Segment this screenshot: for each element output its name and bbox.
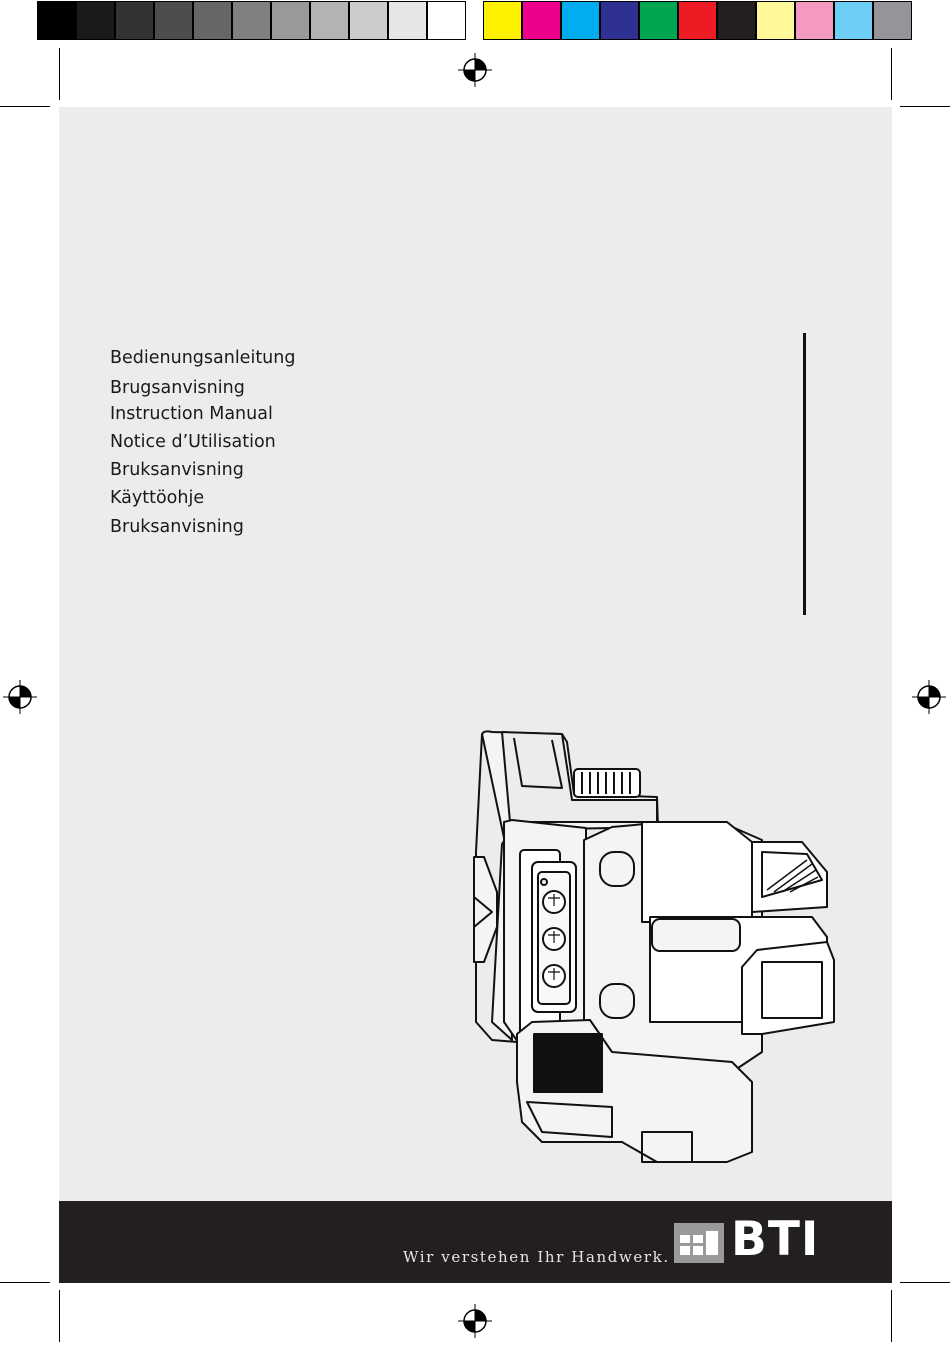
manual-title-da: Brugsanvisning (110, 378, 245, 398)
gray-swatch (232, 1, 271, 40)
footer-slogan: Wir verstehen Ihr Handwerk. (403, 1248, 670, 1266)
color-swatch (522, 1, 561, 40)
manual-title-de: Bedienungsanleitung (110, 348, 296, 368)
manual-title-no: Bruksanvisning (110, 517, 244, 537)
vertical-rule (803, 333, 806, 615)
gray-swatch (154, 1, 193, 40)
registration-mark-icon (3, 680, 37, 714)
gray-swatch (76, 1, 115, 40)
color-swatch (561, 1, 600, 40)
crop-mark-top-left-h (0, 106, 50, 107)
gray-swatch (115, 1, 154, 40)
gray-swatch (271, 1, 310, 40)
registration-mark-icon (912, 680, 946, 714)
crop-mark-bottom-right-v (891, 1290, 892, 1342)
bti-brand-text: BTI (731, 1212, 820, 1267)
crop-mark-top-right-v (891, 48, 892, 100)
bti-logo-icon (674, 1223, 724, 1263)
gray-swatch (37, 1, 76, 40)
crop-mark-bottom-left-v (59, 1290, 60, 1342)
gray-swatch (427, 1, 466, 40)
color-swatch (717, 1, 756, 40)
manual-title-fr: Notice d’Utilisation (110, 432, 276, 452)
crop-mark-top-right-h (900, 106, 950, 107)
registration-mark-icon (458, 1304, 492, 1338)
gray-swatch (388, 1, 427, 40)
gray-swatch (193, 1, 232, 40)
color-swatch (600, 1, 639, 40)
manual-title-sv: Bruksanvisning (110, 460, 244, 480)
brand-footer (59, 1201, 892, 1283)
color-swatch (834, 1, 873, 40)
registration-mark-icon (458, 53, 492, 87)
color-swatch (795, 1, 834, 40)
crop-mark-bottom-left-h (0, 1282, 50, 1283)
color-swatch (873, 1, 912, 40)
color-swatch (639, 1, 678, 40)
manual-title-fi: Käyttöohje (110, 488, 205, 508)
color-calibration-bar (0, 0, 950, 45)
gray-swatch (310, 1, 349, 40)
gray-swatch (349, 1, 388, 40)
cross-line-laser-illustration (462, 722, 842, 1182)
color-swatch (483, 1, 522, 40)
color-swatch (756, 1, 795, 40)
crop-mark-top-left-v (59, 48, 60, 100)
crop-mark-bottom-right-h (900, 1282, 950, 1283)
manual-title-en: Instruction Manual (110, 404, 273, 424)
color-swatch (678, 1, 717, 40)
